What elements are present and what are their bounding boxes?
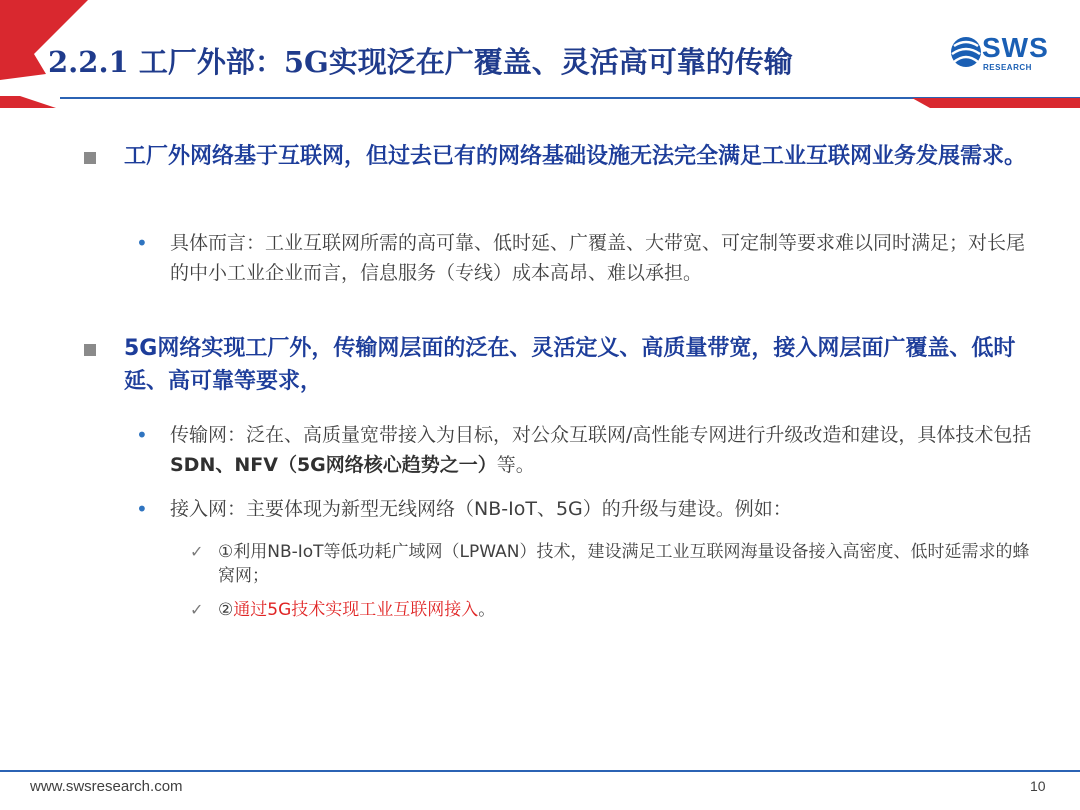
checkmark-icon: ✓	[190, 542, 204, 561]
sub-bullet-1-text: 具体而言：工业互联网所需的高可靠、低时延、广覆盖、大带宽、可定制等要求难以同时满足；对长尾的中小工业企业而言，信息服务（专线）成本高昂、难以承担。	[170, 232, 1026, 284]
page-title: 2.2.1 工厂外部：5G实现泛在广覆盖、灵活高可靠的传输	[48, 45, 793, 79]
sub-bullet-2-bold: SDN、NFV（5G网络核心趋势之一）	[170, 454, 497, 476]
logo-subtext: RESEARCH	[983, 63, 1032, 72]
checkmark-icon: ✓	[190, 600, 204, 619]
square-bullet-icon	[84, 344, 96, 356]
footer-divider	[0, 770, 1080, 772]
dot-bullet-icon: •	[136, 497, 148, 521]
dot-bullet-icon: •	[136, 423, 148, 447]
sws-logo	[950, 30, 1060, 80]
check-item-2-text	[218, 598, 1036, 622]
check-item-1-text: ①利用NB-IoT等低功耗广域网（LPWAN）技术，建设满足工业互联网海量设备接入高密度、低时延需求的蜂窝网；	[218, 542, 1030, 586]
sub-bullet-2-prefix: 传输网：泛在、高质量宽带接入为目标，对公众互联网/高性能专网进行升级改造和建设，具体技术包括	[170, 424, 1032, 446]
bullet-point-1-text: 工厂外网络基于互联网，但过去已有的网络基础设施无法完全满足工业互联网业务发展需求。	[124, 144, 1027, 169]
logo-wordmark: SWS	[982, 32, 1049, 63]
check-item-2-highlight: 通过5G技术实现工业互联网接入	[233, 600, 479, 620]
sub-bullet-3-text: 接入网：主要体现为新型无线网络（NB-IoT、5G）的升级与建设。例如：	[170, 498, 792, 520]
check-item-2-num: ②	[218, 600, 234, 620]
globe-icon	[950, 32, 984, 72]
sub-bullet-2-suffix: 等。	[496, 454, 535, 476]
footer-url: www.swsresearch.com	[30, 778, 183, 795]
sub-bullet-2-text	[170, 420, 1032, 480]
square-bullet-icon	[84, 152, 96, 164]
check-item-2-end: 。	[478, 600, 496, 620]
header-accent-right	[912, 98, 1080, 108]
page-number: 10	[1030, 778, 1046, 794]
dot-bullet-icon: •	[136, 231, 148, 255]
bullet-point-2-text: 5G网络实现工厂外，传输网层面的泛在、灵活定义、高质量带宽，接入网层面广覆盖、低时延、高可靠等要求，	[124, 336, 1016, 394]
